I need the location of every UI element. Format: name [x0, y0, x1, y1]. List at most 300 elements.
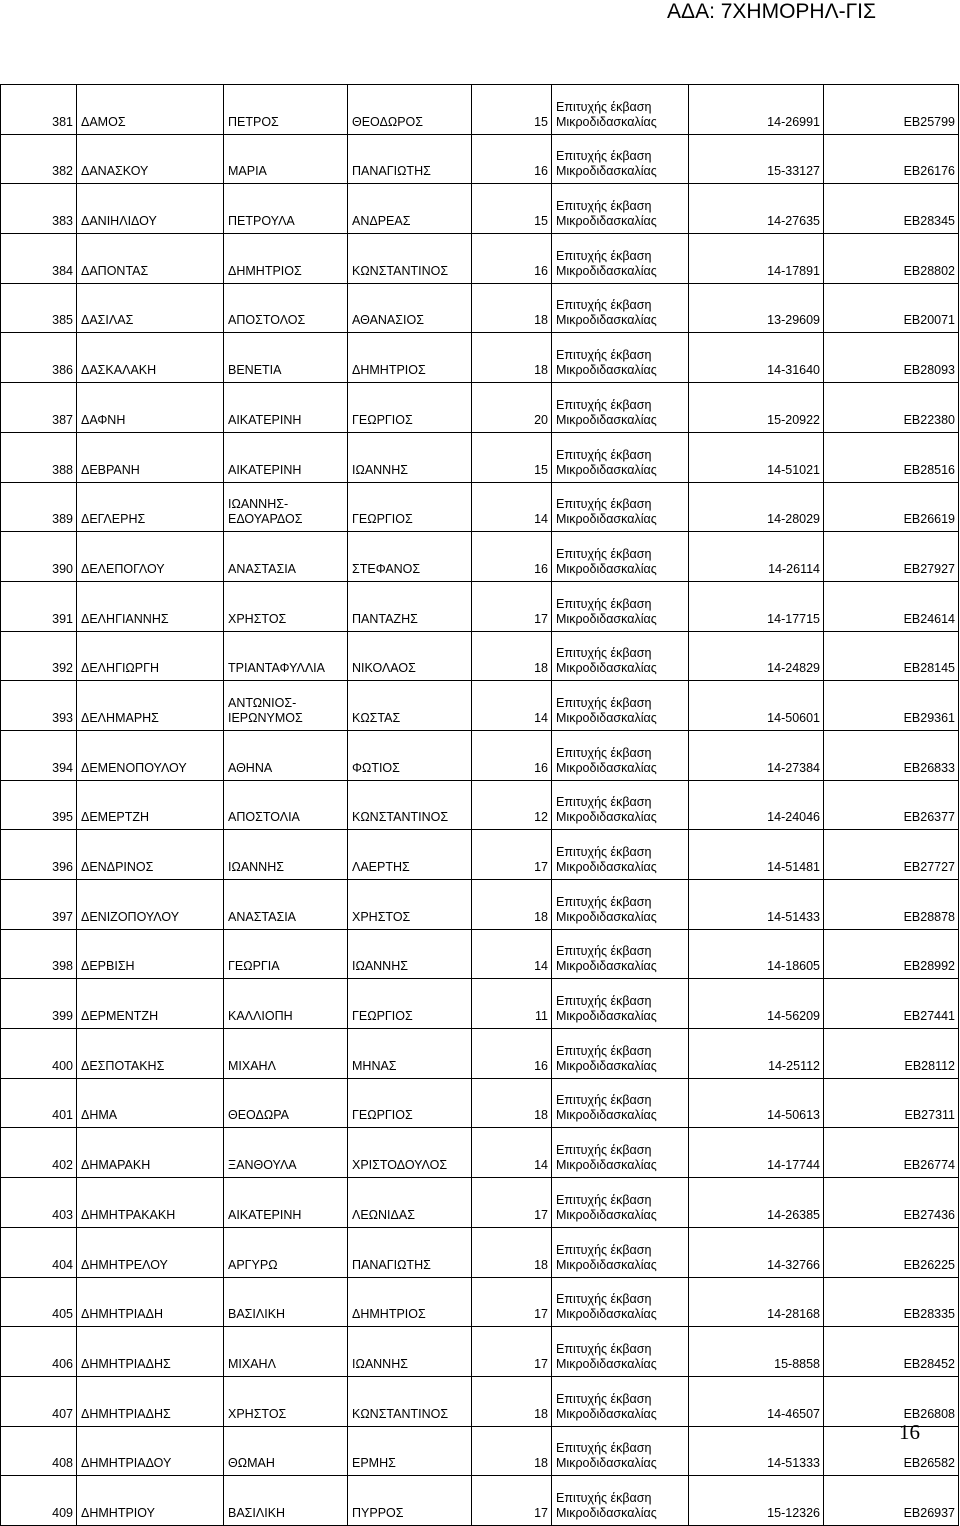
surname-cell: ΔΑΠΟΝΤΑΣ	[77, 234, 224, 284]
registration-cell: ΕΒ28335	[824, 1277, 959, 1327]
result-line-1: Επιτυχής έκβαση	[556, 1341, 652, 1356]
result-cell	[552, 880, 689, 930]
surname-cell: ΔΑΣΙΛΑΣ	[77, 283, 224, 333]
age-cell: 18	[472, 1376, 552, 1426]
row-number: 397	[1, 880, 77, 930]
age-cell: 15	[472, 432, 552, 482]
father-name-cell: ΛΕΩΝΙΔΑΣ	[348, 1178, 472, 1228]
table-row	[1, 631, 959, 681]
firstname-cell: ΑΙΚΑΤΕΡΙΝΗ	[224, 383, 348, 433]
father-name-cell: ΚΩΣΤΑΣ	[348, 681, 472, 731]
table-row	[1, 1476, 959, 1526]
row-number: 396	[1, 830, 77, 880]
surname-cell: ΔΕΝΙΖΟΠΟΥΛΟΥ	[77, 880, 224, 930]
result-line-2: Μικροδιδασκαλίας	[556, 1009, 657, 1024]
result-cell	[552, 234, 689, 284]
result-line-1: Επιτυχής έκβαση	[556, 1441, 652, 1456]
row-number: 403	[1, 1178, 77, 1228]
row-number: 399	[1, 979, 77, 1029]
surname-cell: ΔΕΜΕΡΤΖΗ	[77, 780, 224, 830]
row-number: 398	[1, 929, 77, 979]
age-cell: 17	[472, 1277, 552, 1327]
registration-cell: ΕΒ28345	[824, 184, 959, 234]
row-number: 400	[1, 1029, 77, 1079]
row-number: 383	[1, 184, 77, 234]
result-cell	[552, 1227, 689, 1277]
row-number: 384	[1, 234, 77, 284]
age-cell: 12	[472, 780, 552, 830]
code-cell: 14-51481	[689, 830, 824, 880]
code-cell: 15-20922	[689, 383, 824, 433]
table-row	[1, 929, 959, 979]
table-row	[1, 283, 959, 333]
code-cell: 14-51333	[689, 1426, 824, 1476]
age-cell: 14	[472, 929, 552, 979]
result-line-2: Μικροδιδασκαλίας	[556, 909, 657, 924]
age-cell: 18	[472, 631, 552, 681]
result-line-1: Επιτυχής έκβαση	[556, 1192, 652, 1207]
code-cell: 14-28029	[689, 482, 824, 532]
result-line-2: Μικροδιδασκαλίας	[556, 412, 657, 427]
code-cell: 14-24829	[689, 631, 824, 681]
surname-cell: ΔΑΦΝΗ	[77, 383, 224, 433]
table-row	[1, 432, 959, 482]
age-cell: 17	[472, 581, 552, 631]
firstname-cell: ΤΡΙΑΝΤΑΦΥΛΛΙΑ	[224, 631, 348, 681]
row-number: 409	[1, 1476, 77, 1526]
result-line-1: Επιτυχής έκβαση	[556, 348, 652, 363]
surname-cell: ΔΑΝΑΣΚΟΥ	[77, 134, 224, 184]
result-line-1: Επιτυχής έκβαση	[556, 646, 652, 661]
row-number: 405	[1, 1277, 77, 1327]
father-name-cell: ΧΡΗΣΤΟΣ	[348, 880, 472, 930]
age-cell: 11	[472, 979, 552, 1029]
code-cell: 14-56209	[689, 979, 824, 1029]
result-line-2: Μικροδιδασκαλίας	[556, 1406, 657, 1421]
surname-cell: ΔΗΜΑ	[77, 1078, 224, 1128]
result-cell	[552, 1178, 689, 1228]
registration-cell: ΕΒ26377	[824, 780, 959, 830]
firstname-cell: ΑΙΚΑΤΕΡΙΝΗ	[224, 432, 348, 482]
result-cell	[552, 1277, 689, 1327]
result-cell	[552, 979, 689, 1029]
registration-cell: ΕΒ26225	[824, 1227, 959, 1277]
result-line-1: Επιτυχής έκβαση	[556, 994, 652, 1009]
table-row	[1, 1426, 959, 1476]
records-table	[0, 84, 959, 1526]
age-cell: 20	[472, 383, 552, 433]
code-cell: 14-25112	[689, 1029, 824, 1079]
row-number: 389	[1, 482, 77, 532]
firstname-cell: ΔΗΜΗΤΡΙΟΣ	[224, 234, 348, 284]
result-line-2: Μικροδιδασκαλίας	[556, 1158, 657, 1173]
code-cell: 14-17891	[689, 234, 824, 284]
row-number: 407	[1, 1376, 77, 1426]
registration-cell: ΕΒ28516	[824, 432, 959, 482]
father-name-cell: ΓΕΩΡΓΙΟΣ	[348, 383, 472, 433]
age-cell: 15	[472, 85, 552, 135]
result-line-2: Μικροδιδασκαλίας	[556, 164, 657, 179]
table-row	[1, 184, 959, 234]
age-cell: 14	[472, 482, 552, 532]
table-row	[1, 482, 959, 532]
surname-cell: ΔΕΜΕΝΟΠΟΥΛΟΥ	[77, 730, 224, 780]
surname-cell: ΔΗΜΗΤΡΙΑΔΗΣ	[77, 1376, 224, 1426]
registration-cell: ΕΒ28093	[824, 333, 959, 383]
ada-header: ΑΔΑ: 7ΧΗΜΟΡΗΛ-ΓΙΣ	[667, 0, 876, 23]
result-line-2: Μικροδιδασκαλίας	[556, 462, 657, 477]
code-cell: 14-18605	[689, 929, 824, 979]
result-line-1: Επιτυχής έκβαση	[556, 248, 652, 263]
table-row	[1, 383, 959, 433]
code-cell: 14-51433	[689, 880, 824, 930]
result-line-1: Επιτυχής έκβαση	[556, 1391, 652, 1406]
firstname-cell: ΘΩΜΑΗ	[224, 1426, 348, 1476]
age-cell: 18	[472, 1078, 552, 1128]
result-cell	[552, 929, 689, 979]
result-line-2: Μικροδιδασκαλίας	[556, 1356, 657, 1371]
father-name-cell: ΘΕΟΔΩΡΟΣ	[348, 85, 472, 135]
row-number: 408	[1, 1426, 77, 1476]
result-cell	[552, 1029, 689, 1079]
code-cell: 14-27635	[689, 184, 824, 234]
result-line-2: Μικροδιδασκαλίας	[556, 1108, 657, 1123]
table-row	[1, 681, 959, 731]
result-cell	[552, 730, 689, 780]
result-cell	[552, 631, 689, 681]
table-row	[1, 134, 959, 184]
result-line-1: Επιτυχής έκβαση	[556, 745, 652, 760]
surname-cell: ΔΕΒΡΑΝΗ	[77, 432, 224, 482]
code-cell: 14-46507	[689, 1376, 824, 1426]
registration-cell: ΕΒ27441	[824, 979, 959, 1029]
row-number: 404	[1, 1227, 77, 1277]
firstname-cell: ΓΕΩΡΓΙΑ	[224, 929, 348, 979]
result-line-2: Μικροδιδασκαλίας	[556, 1058, 657, 1073]
surname-cell: ΔΕΓΛΕΡΗΣ	[77, 482, 224, 532]
age-cell: 17	[472, 1476, 552, 1526]
surname-cell: ΔΕΝΔΡΙΝΟΣ	[77, 830, 224, 880]
row-number: 395	[1, 780, 77, 830]
table-row	[1, 979, 959, 1029]
row-number: 385	[1, 283, 77, 333]
father-name-cell: ΧΡΙΣΤΟΔΟΥΛΟΣ	[348, 1128, 472, 1178]
father-name-cell: ΣΤΕΦΑΝΟΣ	[348, 532, 472, 582]
result-line-2: Μικροδιδασκαλίας	[556, 214, 657, 229]
age-cell: 17	[472, 1327, 552, 1377]
surname-cell: ΔΑΝΙΗΛΙΔΟΥ	[77, 184, 224, 234]
row-number: 394	[1, 730, 77, 780]
surname-cell: ΔΗΜΗΤΡΙΑΔΗΣ	[77, 1327, 224, 1377]
code-cell: 15-8858	[689, 1327, 824, 1377]
registration-cell: ΕΒ29361	[824, 681, 959, 731]
age-cell: 16	[472, 1029, 552, 1079]
result-cell	[552, 134, 689, 184]
result-line-1: Επιτυχής έκβαση	[556, 1292, 652, 1307]
code-cell: 14-26991	[689, 85, 824, 135]
result-line-1: Επιτυχής έκβαση	[556, 298, 652, 313]
result-line-1: Επιτυχής έκβαση	[556, 1093, 652, 1108]
firstname-cell: ΑΡΓΥΡΩ	[224, 1227, 348, 1277]
result-line-2: Μικροδιδασκαλίας	[556, 1307, 657, 1322]
firstname-cell: ΚΑΛΛΙΟΠΗ	[224, 979, 348, 1029]
result-cell	[552, 1476, 689, 1526]
row-number: 406	[1, 1327, 77, 1377]
surname-cell: ΔΗΜΗΤΡΕΛΟΥ	[77, 1227, 224, 1277]
registration-cell: ΕΒ27436	[824, 1178, 959, 1228]
code-cell: 14-50601	[689, 681, 824, 731]
result-cell	[552, 780, 689, 830]
code-cell: 14-51021	[689, 432, 824, 482]
firstname-cell: ΑΝΤΩΝΙΟΣ-ΙΕΡΩΝΥΜΟΣ	[224, 681, 348, 731]
result-line-1: Επιτυχής έκβαση	[556, 795, 652, 810]
registration-cell: ΕΒ27927	[824, 532, 959, 582]
age-cell: 18	[472, 333, 552, 383]
row-number: 381	[1, 85, 77, 135]
result-cell	[552, 432, 689, 482]
firstname-cell: ΠΕΤΡΟΥΛΑ	[224, 184, 348, 234]
father-name-cell: ΓΕΩΡΓΙΟΣ	[348, 979, 472, 1029]
result-line-2: Μικροδιδασκαλίας	[556, 710, 657, 725]
code-cell: 14-28168	[689, 1277, 824, 1327]
firstname-cell: ΧΡΗΣΤΟΣ	[224, 1376, 348, 1426]
result-cell	[552, 333, 689, 383]
table-row	[1, 581, 959, 631]
registration-cell: ΕΒ25799	[824, 85, 959, 135]
registration-cell: ΕΒ27727	[824, 830, 959, 880]
father-name-cell: ΑΘΑΝΑΣΙΟΣ	[348, 283, 472, 333]
age-cell: 16	[472, 532, 552, 582]
result-line-2: Μικροδιδασκαλίας	[556, 313, 657, 328]
age-cell: 14	[472, 1128, 552, 1178]
age-cell: 17	[472, 830, 552, 880]
result-cell	[552, 184, 689, 234]
result-line-1: Επιτυχής έκβαση	[556, 546, 652, 561]
row-number: 391	[1, 581, 77, 631]
surname-cell: ΔΕΛΗΓΙΑΝΝΗΣ	[77, 581, 224, 631]
father-name-cell: ΦΩΤΙΟΣ	[348, 730, 472, 780]
result-cell	[552, 383, 689, 433]
table-row	[1, 830, 959, 880]
table-row	[1, 1128, 959, 1178]
result-line-2: Μικροδιδασκαλίας	[556, 1257, 657, 1272]
code-cell: 14-31640	[689, 333, 824, 383]
result-line-1: Επιτυχής έκβαση	[556, 1242, 652, 1257]
father-name-cell: ΓΕΩΡΓΙΟΣ	[348, 482, 472, 532]
registration-cell: ΕΒ26774	[824, 1128, 959, 1178]
registration-cell: ΕΒ26808	[824, 1376, 959, 1426]
result-line-2: Μικροδιδασκαλίας	[556, 1207, 657, 1222]
result-line-1: Επιτυχής έκβαση	[556, 894, 652, 909]
firstname-cell: ΑΘΗΝΑ	[224, 730, 348, 780]
code-cell: 14-26385	[689, 1178, 824, 1228]
surname-cell: ΔΗΜΗΤΡΙΑΔΟΥ	[77, 1426, 224, 1476]
result-line-1: Επιτυχής έκβαση	[556, 397, 652, 412]
surname-cell: ΔΕΡΜΕΝΤΖΗ	[77, 979, 224, 1029]
result-line-2: Μικροδιδασκαλίας	[556, 561, 657, 576]
result-cell	[552, 581, 689, 631]
result-line-2: Μικροδιδασκαλίας	[556, 810, 657, 825]
age-cell: 14	[472, 681, 552, 731]
father-name-cell: ΚΩΝΣΤΑΝΤΙΝΟΣ	[348, 234, 472, 284]
result-cell	[552, 1376, 689, 1426]
surname-cell: ΔΗΜΗΤΡΑΚΑΚΗ	[77, 1178, 224, 1228]
table-row	[1, 1327, 959, 1377]
registration-cell: ΕΒ26176	[824, 134, 959, 184]
result-cell	[552, 532, 689, 582]
registration-cell: ΕΒ24614	[824, 581, 959, 631]
result-cell	[552, 482, 689, 532]
firstname-cell: ΒΕΝΕΤΙΑ	[224, 333, 348, 383]
surname-cell: ΔΗΜΑΡΑΚΗ	[77, 1128, 224, 1178]
table-row	[1, 1029, 959, 1079]
firstname-cell: ΜΑΡΙΑ	[224, 134, 348, 184]
father-name-cell: ΙΩΑΝΝΗΣ	[348, 929, 472, 979]
surname-cell: ΔΗΜΗΤΡΙΟΥ	[77, 1476, 224, 1526]
code-cell: 15-12326	[689, 1476, 824, 1526]
row-number: 390	[1, 532, 77, 582]
result-line-2: Μικροδιδασκαλίας	[556, 263, 657, 278]
registration-cell: ΕΒ22380	[824, 383, 959, 433]
father-name-cell: ΠΑΝΑΓΙΩΤΗΣ	[348, 134, 472, 184]
row-number: 392	[1, 631, 77, 681]
result-line-2: Μικροδιδασκαλίας	[556, 512, 657, 527]
age-cell: 16	[472, 134, 552, 184]
result-cell	[552, 1327, 689, 1377]
father-name-cell: ΛΑΕΡΤΗΣ	[348, 830, 472, 880]
age-cell: 15	[472, 184, 552, 234]
father-name-cell: ΜΗΝΑΣ	[348, 1029, 472, 1079]
result-line-2: Μικροδιδασκαλίας	[556, 860, 657, 874]
father-name-cell: ΕΡΜΗΣ	[348, 1426, 472, 1476]
code-cell: 13-29609	[689, 283, 824, 333]
result-line-1: Επιτυχής έκβαση	[556, 447, 652, 462]
row-number: 387	[1, 383, 77, 433]
result-line-2: Μικροδιδασκαλίας	[556, 363, 657, 378]
table-row	[1, 234, 959, 284]
records-body	[1, 85, 959, 1526]
father-name-cell: ΠΥΡΡΟΣ	[348, 1476, 472, 1526]
father-name-cell: ΔΗΜΗΤΡΙΟΣ	[348, 1277, 472, 1327]
row-number: 402	[1, 1128, 77, 1178]
surname-cell: ΔΗΜΗΤΡΙΑΔΗ	[77, 1277, 224, 1327]
result-cell	[552, 1128, 689, 1178]
code-cell: 14-17744	[689, 1128, 824, 1178]
result-cell	[552, 283, 689, 333]
code-cell: 14-32766	[689, 1227, 824, 1277]
code-cell: 14-17715	[689, 581, 824, 631]
surname-cell: ΔΕΛΗΜΑΡΗΣ	[77, 681, 224, 731]
row-number: 401	[1, 1078, 77, 1128]
result-line-1: Επιτυχής έκβαση	[556, 497, 652, 512]
surname-cell: ΔΑΜΟΣ	[77, 85, 224, 135]
table-row	[1, 1178, 959, 1228]
result-line-1: Επιτυχής έκβαση	[556, 199, 652, 214]
table-row	[1, 1078, 959, 1128]
father-name-cell: ΠΑΝΤΑΖΗΣ	[348, 581, 472, 631]
result-line-1: Επιτυχής έκβαση	[556, 1143, 652, 1158]
age-cell: 17	[472, 1178, 552, 1228]
code-cell: 14-50613	[689, 1078, 824, 1128]
father-name-cell: ΚΩΝΣΤΑΝΤΙΝΟΣ	[348, 780, 472, 830]
firstname-cell: ΙΩΑΝΝΗΣ-ΕΔΟΥΑΡΔΟΣ	[224, 482, 348, 532]
registration-cell: ΕΒ28992	[824, 929, 959, 979]
firstname-cell: ΑΝΑΣΤΑΣΙΑ	[224, 880, 348, 930]
row-number: 393	[1, 681, 77, 731]
registration-cell: ΕΒ26833	[824, 730, 959, 780]
result-line-2: Μικροδιδασκαλίας	[556, 1505, 657, 1520]
table-row	[1, 1227, 959, 1277]
result-line-1: Επιτυχής έκβαση	[556, 149, 652, 164]
table-row	[1, 1277, 959, 1327]
surname-cell: ΔΕΣΠΟΤΑΚΗΣ	[77, 1029, 224, 1079]
surname-cell: ΔΕΛΕΠΟΓΛΟΥ	[77, 532, 224, 582]
result-line-2: Μικροδιδασκαλίας	[556, 1456, 657, 1471]
father-name-cell: ΙΩΑΝΝΗΣ	[348, 1327, 472, 1377]
row-number: 388	[1, 432, 77, 482]
firstname-cell: ΑΙΚΑΤΕΡΙΝΗ	[224, 1178, 348, 1228]
age-cell: 18	[472, 283, 552, 333]
registration-cell: ΕΒ28145	[824, 631, 959, 681]
firstname-cell: ΠΕΤΡΟΣ	[224, 85, 348, 135]
row-number: 386	[1, 333, 77, 383]
firstname-cell: ΒΑΣΙΛΙΚΗ	[224, 1476, 348, 1526]
age-cell: 16	[472, 234, 552, 284]
father-name-cell: ΓΕΩΡΓΙΟΣ	[348, 1078, 472, 1128]
age-cell: 16	[472, 730, 552, 780]
result-cell	[552, 1426, 689, 1476]
code-cell: 14-26114	[689, 532, 824, 582]
age-cell: 18	[472, 1426, 552, 1476]
father-name-cell: ΔΗΜΗΤΡΙΟΣ	[348, 333, 472, 383]
result-cell	[552, 681, 689, 731]
firstname-cell: ΑΠΟΣΤΟΛΟΣ	[224, 283, 348, 333]
firstname-cell: ΜΙΧΑΗΛ	[224, 1029, 348, 1079]
result-line-2: Μικροδιδασκαλίας	[556, 611, 657, 626]
result-line-2: Μικροδιδασκαλίας	[556, 114, 657, 129]
father-name-cell: ΙΩΑΝΝΗΣ	[348, 432, 472, 482]
result-cell	[552, 830, 689, 880]
firstname-cell: ΑΝΑΣΤΑΣΙΑ	[224, 532, 348, 582]
surname-cell: ΔΑΣΚΑΛΑΚΗ	[77, 333, 224, 383]
firstname-cell: ΒΑΣΙΛΙΚΗ	[224, 1277, 348, 1327]
father-name-cell: ΝΙΚΟΛΑΟΣ	[348, 631, 472, 681]
table-row	[1, 85, 959, 135]
result-line-2: Μικροδιδασκαλίας	[556, 760, 657, 775]
registration-cell: ΕΒ27311	[824, 1078, 959, 1128]
firstname-cell: ΧΡΗΣΤΟΣ	[224, 581, 348, 631]
firstname-cell: ΜΙΧΑΗΛ	[224, 1327, 348, 1377]
result-line-1: Επιτυχής έκβαση	[556, 99, 652, 114]
surname-cell: ΔΕΛΗΓΙΩΡΓΗ	[77, 631, 224, 681]
table-row	[1, 333, 959, 383]
code-cell: 14-24046	[689, 780, 824, 830]
table-row	[1, 780, 959, 830]
firstname-cell: ΞΑΝΘΟΥΛΑ	[224, 1128, 348, 1178]
father-name-cell: ΠΑΝΑΓΙΩΤΗΣ	[348, 1227, 472, 1277]
row-number: 382	[1, 134, 77, 184]
firstname-cell: ΙΩΑΝΝΗΣ	[224, 830, 348, 880]
result-line-1: Επιτυχής έκβαση	[556, 944, 652, 959]
table-row	[1, 730, 959, 780]
registration-cell: ΕΒ26619	[824, 482, 959, 532]
firstname-cell: ΑΠΟΣΤΟΛΙΑ	[224, 780, 348, 830]
result-line-2: Μικροδιδασκαλίας	[556, 661, 657, 676]
registration-cell: ΕΒ28452	[824, 1327, 959, 1377]
age-cell: 18	[472, 1227, 552, 1277]
code-cell: 14-27384	[689, 730, 824, 780]
registration-cell: ΕΒ26582	[824, 1426, 959, 1476]
